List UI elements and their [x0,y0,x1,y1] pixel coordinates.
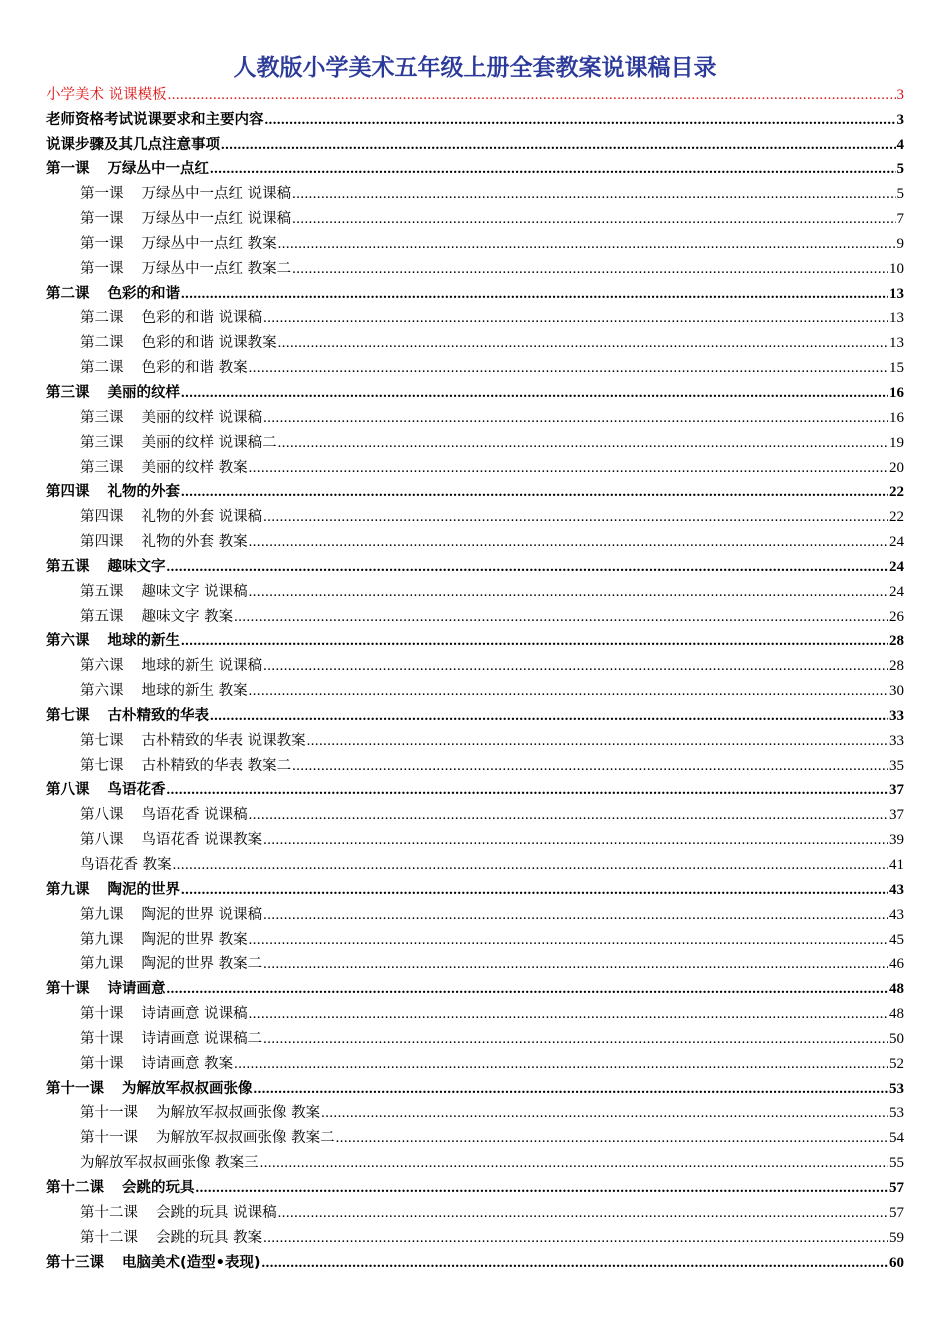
lesson-number: 第四课 [80,509,124,526]
toc-entry[interactable] [46,974,904,999]
page-number: 15 [889,360,904,377]
dot-leader [292,259,888,279]
toc-entry[interactable] [46,776,904,801]
toc-subentry[interactable] [46,328,904,353]
toc-subentry[interactable] [46,1198,904,1223]
entry-title: 电脑美术(造型•表现) [122,1254,261,1271]
lesson-number: 第十三课 [46,1254,104,1271]
toc-entry-label [80,259,291,279]
entry-title: 色彩的和谐 教案 [141,360,248,377]
dot-leader [292,209,895,229]
lesson-number: 第六课 [80,683,124,700]
entry-title: 鸟语花香 教案 [80,857,172,873]
page-number: 5 [896,186,904,203]
dot-leader [196,1178,889,1198]
page-number: 48 [889,1006,904,1023]
page-number: 33 [889,707,904,724]
entry-title: 万绿丛中一点红 教案二 [141,260,292,277]
page-number: 16 [889,384,904,401]
toc-subentry[interactable] [46,726,904,751]
entry-title: 美丽的纹样 说课稿二 [141,434,277,451]
lesson-number: 第三课 [80,459,124,476]
page-number: 53 [889,1105,904,1122]
lesson-number: 第十课 [80,1030,124,1047]
lesson-number: 第十二课 [80,1229,138,1246]
toc-entry-label [80,1054,233,1074]
toc-entry-label [80,1228,262,1248]
entry-title: 趣味文字 说课稿 [141,583,248,600]
lesson-number: 第十课 [80,1006,124,1023]
page-number: 55 [889,1155,904,1172]
lesson-number: 第七课 [46,707,90,724]
page-number: 35 [889,757,904,774]
toc-subentry[interactable] [46,999,904,1024]
toc-subentry[interactable] [46,229,904,254]
table-of-contents [46,80,904,1273]
dot-leader [307,731,888,751]
page-number: 48 [889,981,904,998]
dot-leader [181,880,888,900]
entry-title: 鸟语花香 说课教案 [141,832,263,849]
toc-subentry[interactable] [46,179,904,204]
toc-entry-label [80,607,233,627]
dot-leader [278,1203,888,1223]
entry-title: 鸟语花香 [107,782,166,799]
dot-leader [210,159,896,179]
entry-title: 会跳的玩具 教案 [156,1229,263,1246]
toc-subentry[interactable] [46,204,904,229]
entry-title: 会跳的玩具 [122,1179,195,1196]
toc-entry[interactable] [46,1173,904,1198]
entry-title: 礼物的外套 教案 [141,534,248,551]
toc-entry-label [46,1253,261,1273]
toc-entry-label [80,1029,262,1049]
dot-leader [263,830,888,850]
toc-subentry[interactable] [46,825,904,850]
page-number: 43 [889,881,904,898]
toc-entry[interactable] [46,875,904,900]
entry-title: 色彩的和谐 说课稿 [141,310,263,327]
dot-leader [292,756,888,776]
entry-title: 美丽的纹样 [107,384,180,401]
entry-title: 趣味文字 [107,558,166,575]
entry-title: 说课步骤及其几点注意事项 [46,136,220,153]
toc-entry-label [80,582,248,602]
dot-leader [181,482,888,502]
dot-leader [249,582,888,602]
toc-subentry[interactable] [46,676,904,701]
dot-leader [263,408,888,428]
page-number: 41 [889,857,904,873]
toc-entry[interactable] [46,701,904,726]
lesson-number: 第九课 [80,956,124,973]
toc-entry-label [80,333,277,353]
entry-title: 古朴精致的华表 [107,707,209,724]
lesson-number: 第六课 [80,658,124,675]
dot-leader [263,507,888,527]
page-number: 53 [889,1080,904,1097]
dot-leader [249,805,888,825]
entry-title: 诗请画意 说课稿 [141,1006,248,1023]
toc-entry-label [80,1004,248,1024]
toc-subentry[interactable] [46,453,904,478]
toc-subentry[interactable] [46,850,904,875]
toc-entry-label [80,184,291,204]
dot-leader [262,1253,888,1273]
lesson-number: 第五课 [80,583,124,600]
dot-leader [263,308,888,328]
toc-entry-label [46,1178,195,1198]
dot-leader [263,656,888,676]
page-number: 16 [889,409,904,426]
entry-title: 地球的新生 [107,633,180,650]
page-number: 24 [889,558,904,575]
lesson-number: 第十课 [46,981,90,998]
entry-title: 会跳的玩具 说课稿 [156,1204,277,1221]
toc-entry[interactable] [46,279,904,304]
toc-subentry[interactable] [46,950,904,975]
page-number: 57 [889,1204,904,1221]
toc-entry-label [80,507,262,527]
toc-entry-label [80,458,248,478]
entry-title: 礼物的外套 [107,484,180,501]
page-number: 13 [889,335,904,352]
toc-entry-label [46,482,180,502]
toc-subentry[interactable] [46,502,904,527]
lesson-number: 第八课 [46,782,90,799]
page-number: 24 [889,583,904,600]
entry-title: 古朴精致的华表 教案二 [141,757,292,774]
page-number: 22 [889,509,904,526]
dot-leader [173,855,888,875]
lesson-number: 第二课 [46,285,90,302]
toc-subentry[interactable] [46,304,904,329]
page-number: 3 [896,86,904,103]
lesson-number: 第九课 [80,906,124,923]
toc-entry[interactable] [46,155,904,180]
toc-entry-label [46,780,166,800]
page-number: 28 [889,658,904,675]
toc-entry-label [46,159,209,179]
lesson-number: 第一课 [80,260,124,277]
page-number: 24 [889,534,904,551]
toc-entry-label [46,880,180,900]
entry-title: 老师资格考试说课要求和主要内容 [46,111,264,128]
lesson-number: 第四课 [80,534,124,551]
toc-entry-label [80,805,248,825]
toc-subentry[interactable] [46,1024,904,1049]
entry-title: 陶泥的世界 教案 [141,931,248,948]
toc-entry-label [80,209,291,229]
page-number: 59 [889,1229,904,1246]
entry-title: 陶泥的世界 教案二 [141,956,263,973]
toc-entry-label [80,756,291,776]
entry-title: 陶泥的世界 [107,881,180,898]
toc-entry-label [46,706,209,726]
toc-subentry[interactable] [46,925,904,950]
page-number: 3 [896,111,904,128]
toc-entry-label [80,1128,335,1148]
dot-leader [181,284,888,304]
toc-entry-label [80,1103,320,1123]
dot-leader [249,458,888,478]
page-number: 37 [889,807,904,824]
entry-title: 万绿丛中一点红 说课稿 [141,186,292,203]
lesson-number: 第十二课 [80,1204,138,1221]
toc-entry-label [80,358,248,378]
toc-subentry[interactable] [46,1123,904,1148]
dot-leader [168,85,896,105]
page-number: 19 [889,434,904,451]
lesson-number: 第三课 [80,409,124,426]
entry-title: 美丽的纹样 教案 [141,459,248,476]
toc-subentry[interactable] [46,651,904,676]
toc-subentry[interactable] [46,1099,904,1124]
toc-subentry[interactable] [46,900,904,925]
page-number: 37 [889,782,904,799]
toc-subentry[interactable] [46,1049,904,1074]
entry-title: 诗请画意 说课稿二 [141,1030,263,1047]
page-number: 46 [889,956,904,973]
lesson-number: 第八课 [80,832,124,849]
toc-subentry[interactable] [46,751,904,776]
page-number: 22 [889,484,904,501]
page-number: 52 [889,1055,904,1072]
toc-subentry[interactable] [46,403,904,428]
page-number: 43 [889,906,904,923]
lesson-number: 第一课 [80,186,124,203]
toc-entry-label [46,284,180,304]
dot-leader [249,532,888,552]
page-number: 13 [889,285,904,302]
dot-leader [263,1029,888,1049]
toc-entry-label [80,308,262,328]
dot-leader [260,1153,888,1173]
lesson-number: 第六课 [46,633,90,650]
page-number: 33 [889,732,904,749]
lesson-number: 第九课 [80,931,124,948]
lesson-number: 第七课 [80,757,124,774]
toc-entry-label [80,731,306,751]
toc-entry[interactable] [46,105,904,130]
dot-leader [249,930,888,950]
dot-leader [278,433,888,453]
toc-entry-label [80,681,248,701]
toc-entry[interactable] [46,1248,904,1273]
lesson-number: 第二课 [80,335,124,352]
entry-title: 万绿丛中一点红 教案 [141,235,277,252]
dot-leader [265,110,896,130]
toc-subentry[interactable] [46,800,904,825]
entry-title: 为解放军叔叔画张像 教案三 [80,1155,259,1172]
dot-leader [167,979,889,999]
page-number: 20 [889,459,904,476]
toc-entry-label [80,954,262,974]
page-number: 60 [889,1254,904,1271]
entry-title: 诗请画意 [107,981,166,998]
toc-entry-label [46,383,180,403]
page-number: 57 [889,1179,904,1196]
toc-entry[interactable] [46,552,904,577]
toc-entry[interactable] [46,478,904,503]
dot-leader [278,234,896,254]
entry-title: 礼物的外套 说课稿 [141,509,263,526]
toc-entry-label [46,1079,253,1099]
toc-entry-label [80,532,248,552]
dot-leader [249,358,888,378]
page-number: 7 [896,211,904,228]
page-number: 5 [896,161,904,178]
toc-subentry[interactable] [46,1223,904,1248]
toc-entry-label [80,855,172,875]
page-number: 50 [889,1030,904,1047]
toc-entry-label [46,85,167,105]
lesson-number: 第十课 [80,1055,124,1072]
entry-title: 地球的新生 说课稿 [141,658,263,675]
lesson-number: 第三课 [80,434,124,451]
entry-title: 陶泥的世界 说课稿 [141,906,263,923]
lesson-number: 第九课 [46,881,90,898]
toc-subentry[interactable] [46,353,904,378]
entry-title: 为解放军叔叔画张像 教案 [156,1105,321,1122]
lesson-number: 第七课 [80,732,124,749]
page-number: 26 [889,608,904,625]
dot-leader [254,1079,889,1099]
toc-entry-label [80,234,277,254]
toc-entry[interactable] [46,130,904,155]
toc-entry[interactable] [46,1074,904,1099]
entry-title: 古朴精致的华表 说课教案 [141,732,306,749]
page-number: 54 [889,1130,904,1147]
page-number: 4 [896,136,904,153]
toc-entry-label [80,656,262,676]
entry-title: 万绿丛中一点红 [107,161,209,178]
lesson-number: 第二课 [80,310,124,327]
toc-entry-label [80,1153,259,1173]
dot-leader [234,607,888,627]
lesson-number: 第十一课 [80,1105,138,1122]
toc-entry[interactable] [46,378,904,403]
dot-leader [278,333,888,353]
lesson-number: 第一课 [80,211,124,228]
dot-leader [234,1054,888,1074]
document-title: 人教版小学美术五年级上册全套教案说课稿目录 [233,55,717,81]
dot-leader [221,135,896,155]
dot-leader [167,557,889,577]
entry-title: 小学美术 说课模板 [46,86,167,103]
toc-entry-label [80,1203,277,1223]
entry-title: 诗请画意 教案 [141,1055,234,1072]
entry-title: 色彩的和谐 说课教案 [141,335,277,352]
lesson-number: 第十二课 [46,1179,104,1196]
dot-leader [181,383,888,403]
lesson-number: 第十一课 [46,1080,104,1097]
toc-entry[interactable] [46,627,904,652]
dot-leader [263,905,888,925]
toc-entry-label [80,408,262,428]
lesson-number: 第五课 [46,558,90,575]
entry-title: 美丽的纹样 说课稿 [141,409,263,426]
dot-leader [336,1128,888,1148]
lesson-number: 第一课 [80,235,124,252]
page-number: 9 [896,235,904,252]
lesson-number: 第五课 [80,608,124,625]
entry-title: 鸟语花香 说课稿 [141,807,248,824]
page-number: 13 [889,310,904,327]
toc-subentry[interactable] [46,1148,904,1173]
dot-leader [292,184,895,204]
toc-subentry[interactable] [46,254,904,279]
dot-leader [321,1103,888,1123]
lesson-number: 第二课 [80,360,124,377]
toc-entry-label [80,830,262,850]
entry-title: 地球的新生 教案 [141,683,248,700]
entry-title: 万绿丛中一点红 说课稿 [141,211,292,228]
dot-leader [249,1004,888,1024]
lesson-number: 第十一课 [80,1130,138,1147]
lesson-number: 第四课 [46,484,90,501]
toc-entry-label [80,930,248,950]
toc-entry[interactable] [46,80,904,105]
dot-leader [263,954,888,974]
entry-title: 为解放军叔叔画张像 [122,1080,253,1097]
page-number: 10 [889,260,904,277]
toc-subentry[interactable] [46,577,904,602]
toc-entry-label [46,110,264,130]
lesson-number: 第三课 [46,384,90,401]
toc-entry-label [46,979,166,999]
toc-entry-label [46,631,180,651]
dot-leader [210,706,888,726]
dot-leader [181,631,888,651]
entry-title: 为解放军叔叔画张像 教案二 [156,1130,335,1147]
toc-subentry[interactable] [46,428,904,453]
lesson-number: 第一课 [46,161,90,178]
toc-entry-label [46,135,220,155]
toc-entry-label [80,905,262,925]
entry-title: 趣味文字 教案 [141,608,234,625]
toc-entry-label [80,433,277,453]
page-number: 30 [889,683,904,700]
toc-subentry[interactable] [46,527,904,552]
page-number: 45 [889,931,904,948]
page-number: 28 [889,633,904,650]
page-number: 39 [889,832,904,849]
dot-leader [249,681,888,701]
entry-title: 色彩的和谐 [107,285,180,302]
toc-entry-label [46,557,166,577]
lesson-number: 第八课 [80,807,124,824]
toc-subentry[interactable] [46,602,904,627]
dot-leader [263,1228,888,1248]
dot-leader [167,780,889,800]
